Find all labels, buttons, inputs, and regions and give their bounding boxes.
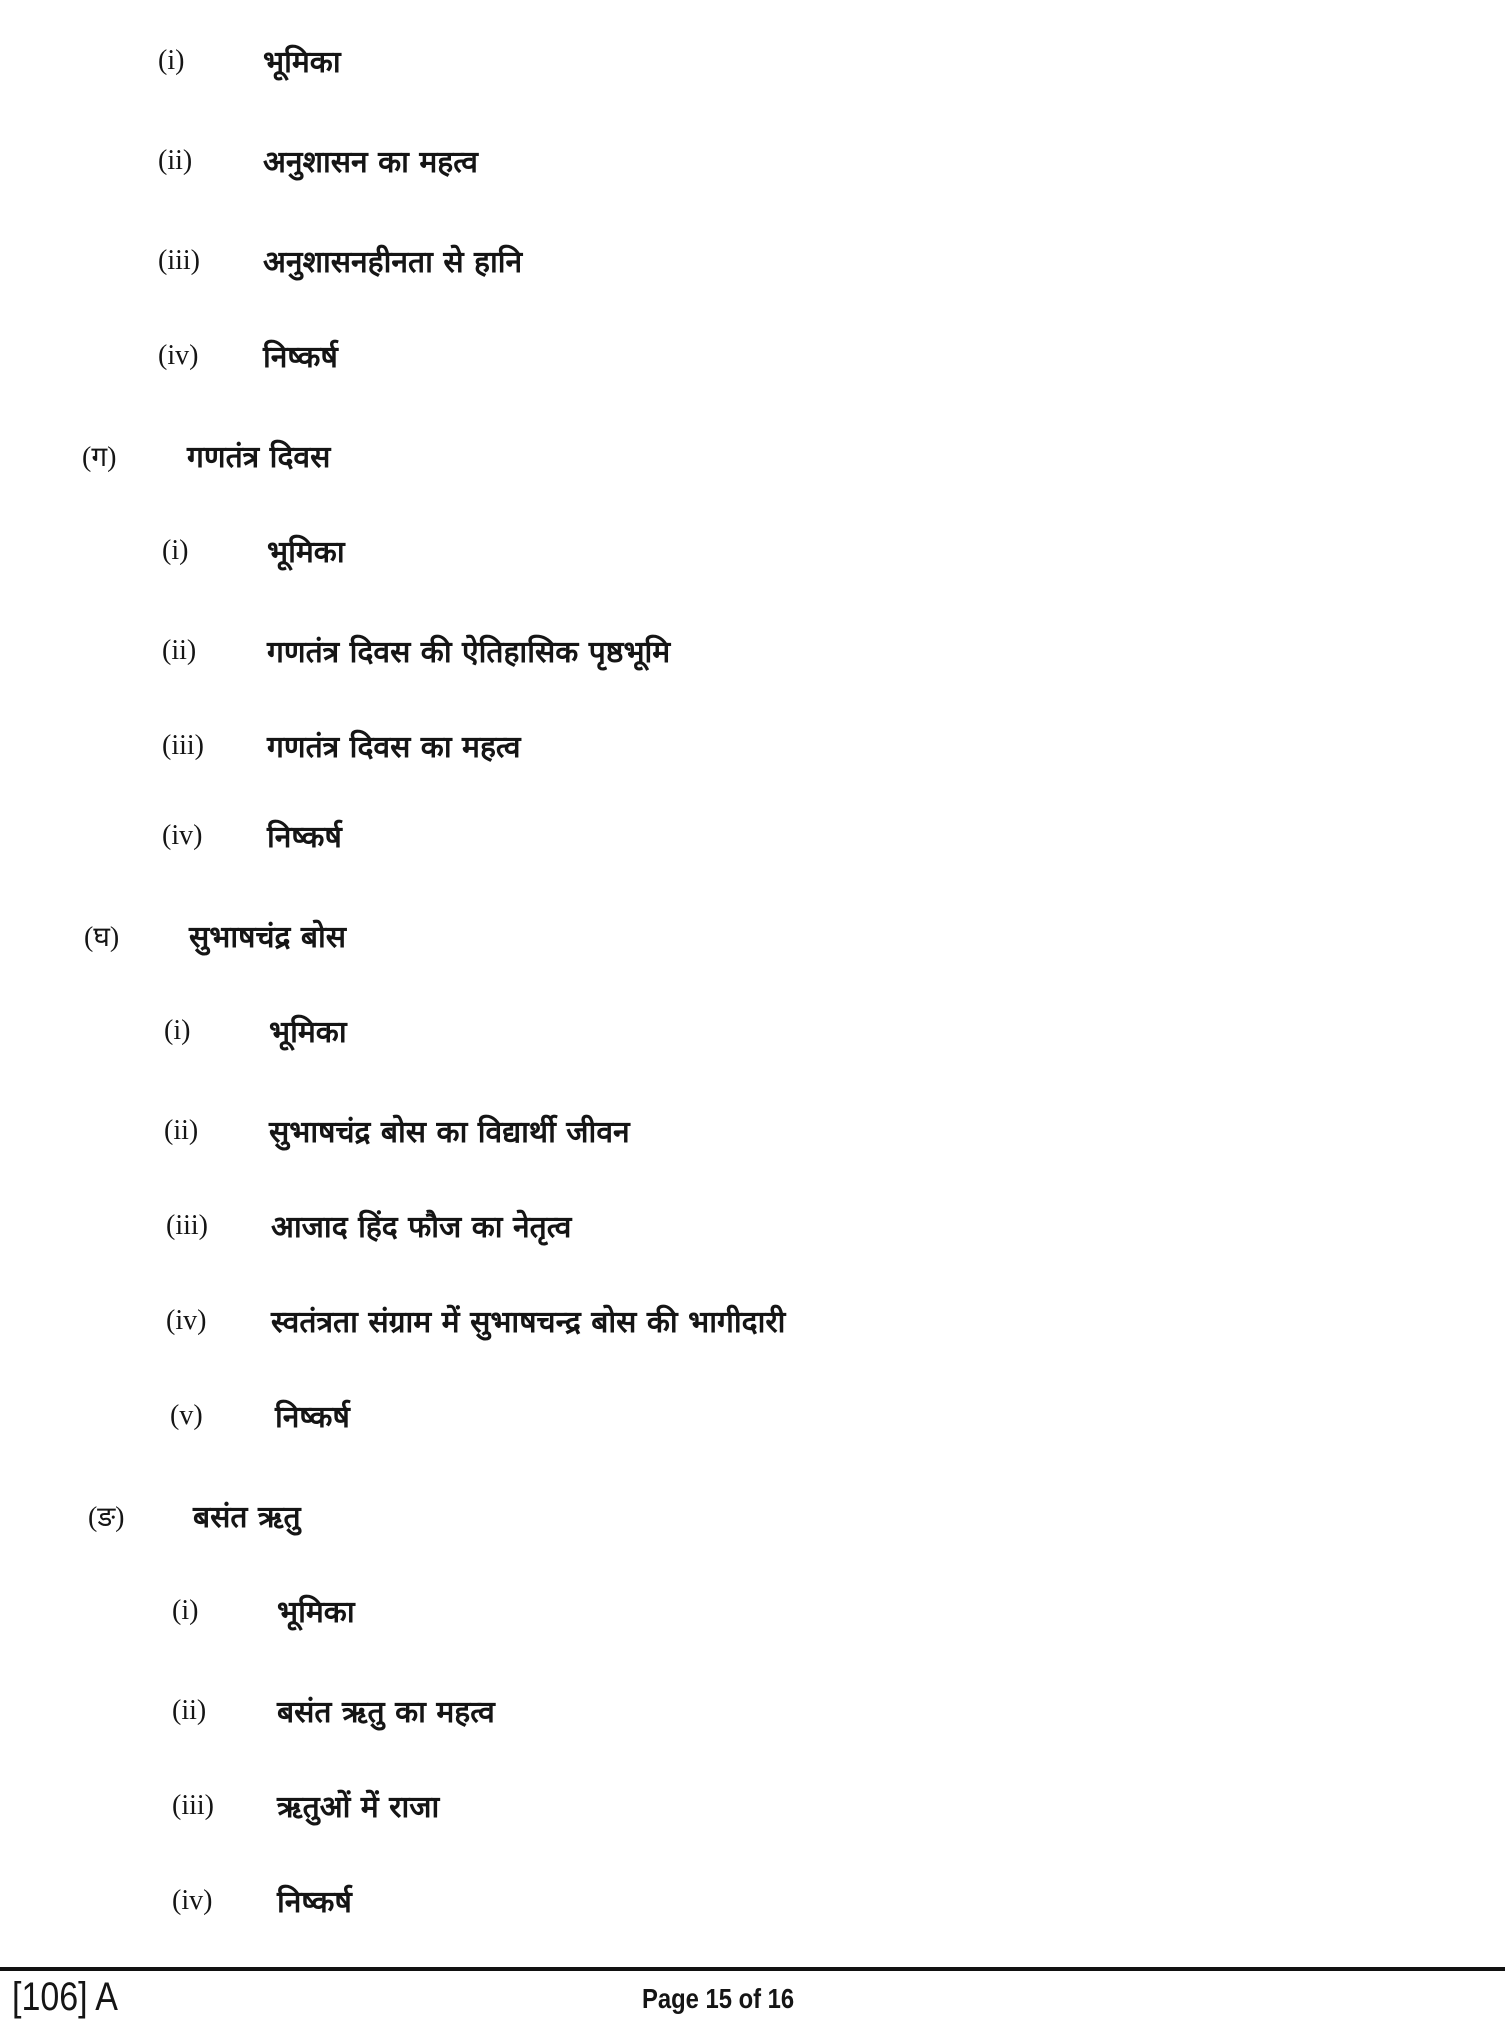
item-number: (iv) <box>158 339 199 371</box>
item-text: बसंत ऋतु <box>193 1500 301 1535</box>
item-text: ऋतुओं में राजा <box>277 1790 440 1825</box>
item-number: (iv) <box>162 819 203 851</box>
paper-code: [106] A <box>12 1975 118 2019</box>
outline-point <box>158 40 341 81</box>
item-number: (घ) <box>84 921 120 953</box>
item-number: (iii) <box>166 1209 208 1241</box>
item-text: गणतंत्र दिवस की ऐतिहासिक पृष्ठभूमि <box>267 635 671 670</box>
item-text: सुभाषचंद्र बोस <box>189 920 347 955</box>
item-text: निष्कर्ष <box>263 340 338 375</box>
item-text: सुभाषचंद्र बोस का विद्यार्थी जीवन <box>269 1115 630 1150</box>
item-number: (v) <box>170 1399 203 1431</box>
outline-point <box>172 1590 355 1631</box>
item-text: स्वतंत्रता संग्राम में सुभाषचन्द्र बोस की भागीदारी <box>271 1305 786 1340</box>
item-text: बसंत ऋतु का महत्व <box>277 1695 495 1730</box>
item-text: भूमिका <box>263 45 341 80</box>
item-number: (ii) <box>158 144 193 176</box>
item-number: (ग) <box>82 441 117 473</box>
item-number: (iv) <box>172 1884 213 1916</box>
outline-point <box>166 1300 785 1341</box>
outline-point <box>164 1010 347 1051</box>
item-number: (iii) <box>158 244 200 276</box>
outline-point <box>172 1880 352 1921</box>
footer-divider <box>0 1967 1505 1971</box>
section-heading <box>88 1495 301 1536</box>
outline-point <box>164 1110 630 1151</box>
item-text: निष्कर्ष <box>277 1885 352 1920</box>
item-text: आजाद हिंद फौज का नेतृत्व <box>271 1210 572 1245</box>
section-heading <box>84 915 346 956</box>
item-text: अनुशासन का महत्व <box>263 145 478 180</box>
item-number: (ii) <box>172 1694 207 1726</box>
item-text: भूमिका <box>267 535 345 570</box>
outline-point <box>162 630 670 671</box>
item-text: भूमिका <box>277 1595 355 1630</box>
outline-point <box>158 240 522 281</box>
outline-point <box>172 1785 439 1826</box>
item-number: (iv) <box>166 1304 207 1336</box>
item-number: (ii) <box>164 1114 199 1146</box>
item-text: गणतंत्र दिवस का महत्व <box>267 730 521 765</box>
item-number: (iii) <box>162 729 204 761</box>
item-text: निष्कर्ष <box>267 820 342 855</box>
outline-point <box>162 530 345 571</box>
outline-point <box>172 1690 495 1731</box>
page-number: Page 15 of 16 <box>642 1983 795 2014</box>
item-number: (i) <box>162 534 189 566</box>
outline-point <box>162 725 521 766</box>
item-number: (i) <box>172 1594 199 1626</box>
item-number: (iii) <box>172 1789 214 1821</box>
outline-point <box>162 815 342 856</box>
item-number: (ङ) <box>88 1501 125 1533</box>
outline-point <box>158 335 338 376</box>
outline-point <box>170 1395 350 1436</box>
outline-point <box>158 140 478 181</box>
item-number: (i) <box>164 1014 191 1046</box>
item-text: भूमिका <box>269 1015 347 1050</box>
item-text: निष्कर्ष <box>275 1400 350 1435</box>
item-number: (ii) <box>162 634 197 666</box>
item-text: अनुशासनहीनता से हानि <box>263 245 523 280</box>
outline-point <box>166 1205 571 1246</box>
item-number: (i) <box>158 44 185 76</box>
section-heading <box>82 435 330 476</box>
item-text: गणतंत्र दिवस <box>187 440 331 475</box>
